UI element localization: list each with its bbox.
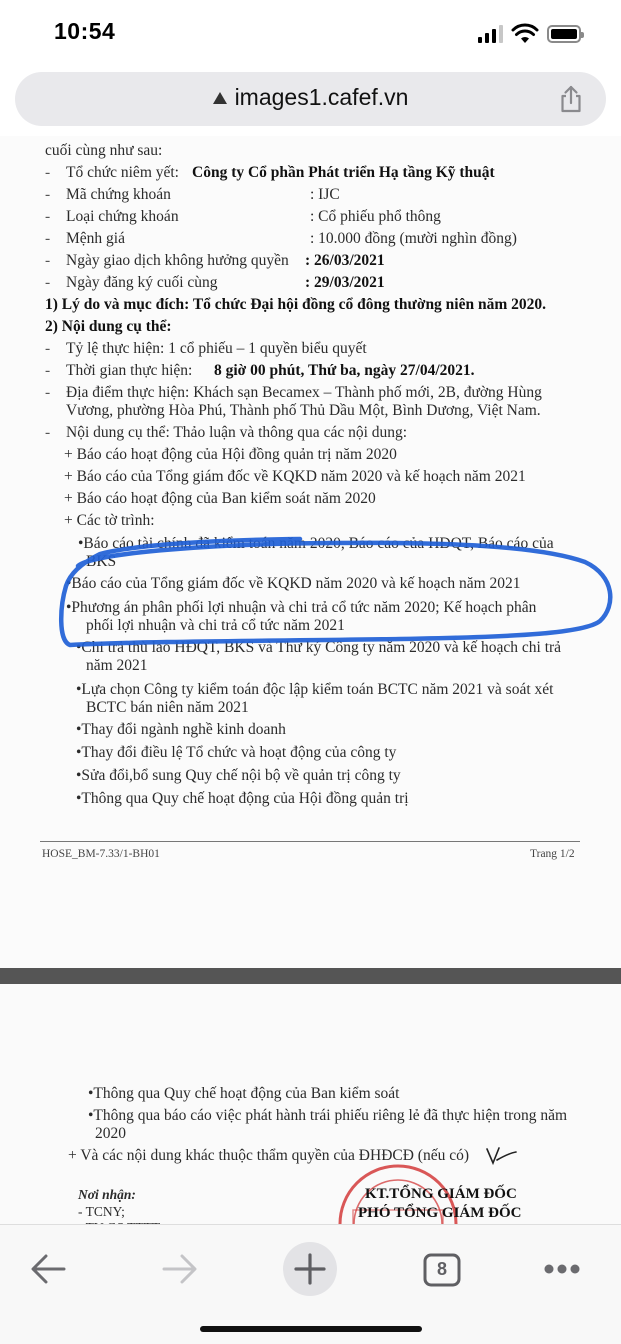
doc-line: Ngày đăng ký cuối cùng (66, 274, 218, 291)
recipient-item: - TCNY; (78, 1204, 125, 1219)
home-indicator (200, 1326, 422, 1332)
stock-type: : Cổ phiếu phổ thông (310, 208, 441, 225)
doc-line: Mệnh giá (66, 230, 125, 247)
status-bar (0, 0, 621, 66)
ex-rights-date: : 26/03/2021 (305, 252, 385, 269)
list-item: •Lựa chọn Công ty kiểm toán độc lập kiểm toán BCTC năm 2021 và soát xét (76, 681, 554, 698)
company-name: Công ty Cổ phần Phát triển Hạ tầng Kỹ thuật (192, 164, 495, 181)
doc-line: Loại chứng khoán (66, 208, 179, 225)
page-divider (0, 968, 621, 984)
section-1-heading: 1) Lý do và mục đích: Tổ chức Đại hội đồng cổ đông thường niên năm 2020. (45, 296, 547, 313)
annotation-circle (0, 136, 621, 968)
list-item: •Thông qua báo cáo việc phát hành trái phiếu riêng lẻ đã thực hiện trong năm (88, 1107, 568, 1124)
tab-count: 8 (436, 1259, 447, 1279)
list-item: 2020 (95, 1125, 126, 1142)
document-page-1: cuối cùng như sau: - Tổ chức niêm yết: Công ty Cổ phần Phát triển Hạ tầng Kỹ thuật - Mã chứng khoán : IJC - Loại chứng khoán : Cổ phiếu phổ thông - Mệnh giá : 10.000 đồng (mười nghìn đồng) - Ngày giao dịch không hưởng quyền : 26/03/2021 - Ngày đăng ký cuối cùng : 29/03/2021 1) Lý do và mục đích: Tổ chức Đại hội đồng cổ đông thường niên năm 2020. 2) Nội dung cụ thể: - Tỷ lệ thực hiện: 1 cổ phiếu – 1 quyền biểu quyết - Thời gian thực hiện: 8 giờ 00 phút, Thứ ba, ngày 27/04/2021. - Địa điểm thực hiện: Khách sạn Becamex – Thành phố mới, 2B, đường Hùng Vương, phường Hòa Phú, Thành phố Thủ Dầu Một, Bình Dương, Việt Nam. - Nội dung cụ thể: Thảo luận và thông qua các nội dung: + Báo cáo hoạt động của Hội đồng quản trị năm 2020 + Báo cáo của Tổng giám đốc về KQKD năm 2020 và kế hoạch năm 2021 + Báo cáo hoạt động của Ban kiểm soát năm 2020 + Các tờ trình: •Báo cáo tài chính đã kiểm toán năm 2020, Báo cáo của HĐQT, Báo cáo của BKS •Báo cáo của Tổng giám đốc về KQKD năm 2020 và kế hoạch năm 2021 •Phương án phân phối lợi nhuận và chi trả cổ tức năm 2020; Kế hoạch phân phối lợi nhuận và chi trả cổ tức năm 2021 •Chi trả thù lao HĐQT, BKS và Thư ký Công ty năm 2020 và kế hoạch chi trả năm 2021 •Lựa chọn Công ty kiểm toán độc lập kiểm toán BCTC năm 2021 và soát xét BCTC bán niên năm 2021 •Thay đổi ngành nghề kinh doanh •Thay đổi điều lệ Tổ chức và hoạt động của công ty •Sửa đổi,bổ sung Quy chế nội bộ về quản trị công ty •Thông qua Quy chế hoạt động của Hội đồng quản trị HOSE_BM-7.33/1-BH01 Trang 1/2 (0, 136, 621, 968)
list-item: •Sửa đổi,bổ sung Quy chế nội bộ về quản trị công ty (76, 767, 401, 784)
list-item: + Các tờ trình: (64, 512, 155, 529)
list-item: •Phương án phân phối lợi nhuận và chi trả cổ tức năm 2020; Kế hoạch phân (66, 599, 537, 616)
lock-icon (213, 92, 227, 104)
list-item: + Báo cáo của Tổng giám đốc về KQKD năm 2020 và kế hoạch năm 2021 (64, 468, 526, 485)
doc-line: Nội dung cụ thể: Thảo luận và thông qua các nội dung: (66, 424, 408, 441)
doc-line: Thời gian thực hiện: (66, 362, 193, 379)
doc-line: Mã chứng khoán (66, 186, 171, 203)
list-item: •Thay đổi ngành nghề kinh doanh (76, 721, 286, 738)
signatory-title-2: PHÓ TỔNG GIÁM ĐỐC (358, 1205, 522, 1221)
record-date: : 29/03/2021 (305, 274, 385, 291)
par-value: : 10.000 đồng (mười nghìn đồng) (310, 230, 517, 247)
doc-line: cuối cùng như sau: (45, 142, 163, 159)
battery-icon (547, 25, 581, 43)
new-tab-icon[interactable] (280, 1239, 340, 1299)
stock-code: : IJC (310, 186, 340, 203)
document-page-2 (0, 984, 621, 1224)
back-icon[interactable] (18, 1239, 78, 1299)
recipients-heading: Nơi nhận: (78, 1187, 136, 1202)
wifi-icon (512, 24, 538, 44)
section-2-heading: 2) Nội dung cụ thể: (45, 318, 172, 335)
doc-line: Ngày giao dịch không hưởng quyền (66, 252, 289, 269)
doc-line: Địa điểm thực hiện: Khách sạn Becamex – Thành phố mới, 2B, đường Hùng (66, 384, 542, 401)
forward-icon[interactable] (150, 1239, 210, 1299)
list-item: •Thông qua Quy chế hoạt động của Ban kiểm soát (88, 1085, 400, 1102)
meeting-time: 8 giờ 00 phút, Thứ ba, ngày 27/04/2021. (214, 362, 475, 379)
doc-line: Tổ chức niêm yết: (66, 164, 179, 181)
list-item: phối lợi nhuận và chi trả cổ tức năm 2021 (86, 617, 345, 634)
address-bar[interactable] (15, 72, 606, 126)
cellular-signal-icon (478, 25, 503, 43)
tabs-button[interactable] (412, 1239, 472, 1299)
list-item: + Và các nội dung khác thuộc thẩm quyền của ĐHĐCĐ (nếu có) (68, 1147, 470, 1164)
doc-page-number: Trang 1/2 (530, 848, 575, 860)
url-label: images1.cafef.vn (234, 84, 409, 110)
list-item: •Chi trả thù lao HĐQT, BKS và Thư ký Công ty năm 2020 và kế hoạch chi trả (76, 639, 562, 656)
list-item: •Báo cáo tài chính đã kiểm toán năm 2020, Báo cáo của HĐQT, Báo cáo của (78, 535, 554, 552)
list-item: năm 2021 (86, 657, 148, 674)
list-item: BCTC bán niên năm 2021 (86, 699, 249, 716)
doc-line: Tỷ lệ thực hiện: 1 cổ phiếu – 1 quyền biểu quyết (66, 340, 367, 357)
list-item: •Thông qua Quy chế hoạt động của Hội đồng quản trị (76, 790, 409, 807)
url-text[interactable] (15, 84, 606, 111)
signature-check-mark (484, 1144, 518, 1166)
list-item: •Báo cáo của Tổng giám đốc về KQKD năm 2020 và kế hoạch năm 2021 (66, 575, 521, 592)
doc-footer-code: HOSE_BM-7.33/1-BH01 (42, 848, 160, 860)
list-item: •Thay đổi điều lệ Tổ chức và hoạt động của công ty (76, 744, 397, 761)
list-item: BKS (86, 553, 117, 570)
doc-line: Vương, phường Hòa Phú, Thành phố Thủ Dầu Một, Bình Dương, Việt Nam. (66, 402, 541, 419)
more-icon[interactable] (532, 1239, 592, 1299)
list-item: + Báo cáo hoạt động của Ban kiểm soát năm 2020 (64, 490, 376, 507)
share-icon[interactable] (556, 84, 586, 114)
signatory-title: KT.TỔNG GIÁM ĐỐC (365, 1186, 517, 1202)
list-item: + Báo cáo hoạt động của Hội đồng quản trị năm 2020 (64, 446, 397, 463)
footer-rule (40, 841, 580, 842)
status-time: 10:54 (54, 18, 116, 44)
browser-toolbar (0, 1224, 621, 1344)
